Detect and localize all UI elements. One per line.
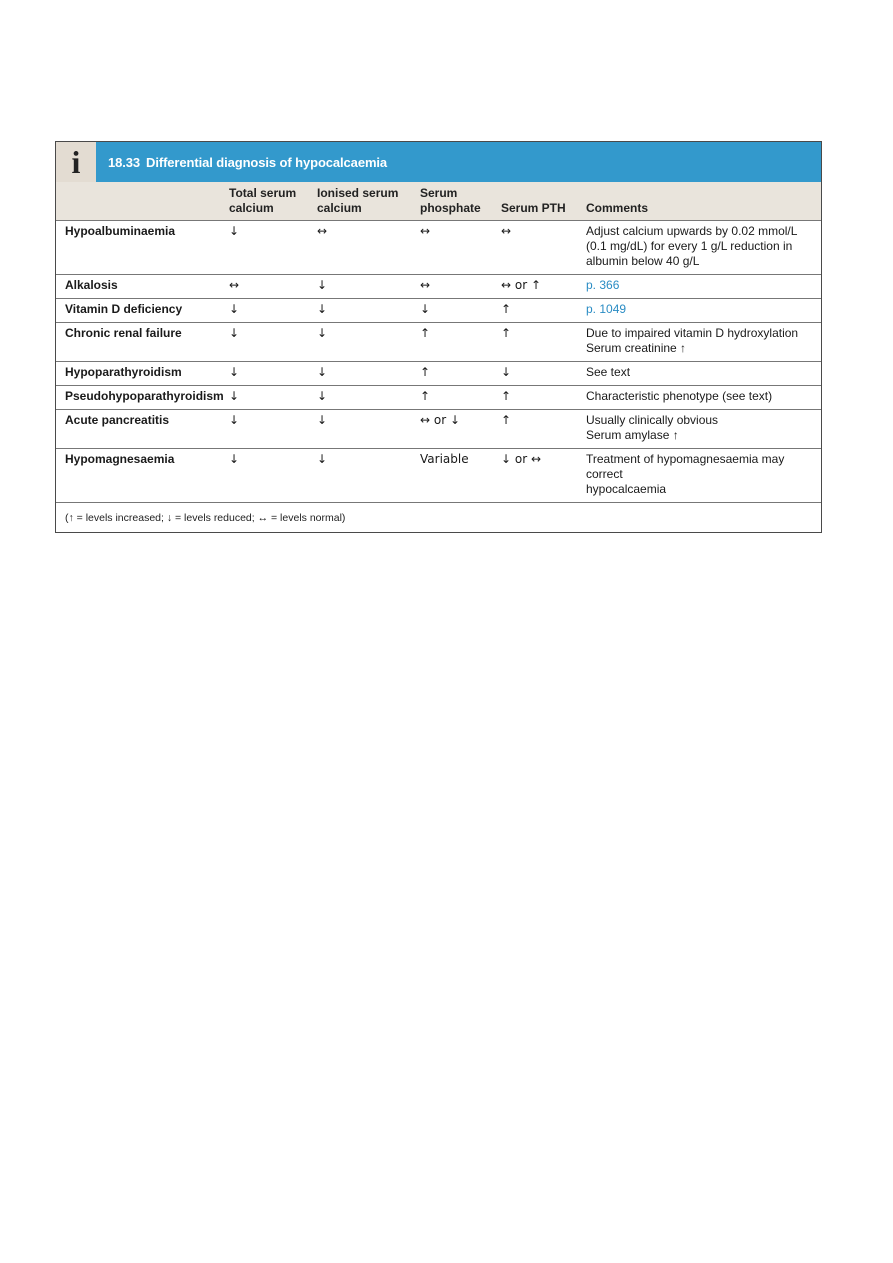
comment-line: (0.1 mg/dL) for every 1 g/L reduction in: [586, 239, 793, 253]
table-row: [56, 449, 821, 503]
phosphate-cell: ↑: [420, 389, 431, 403]
phosphate-cell: ↑: [420, 365, 431, 379]
ionised-calcium-cell: ↓: [317, 302, 328, 316]
total-calcium-cell: ↓: [229, 365, 240, 379]
phosphate-cell: ↔: [420, 224, 431, 238]
total-calcium-cell: ↓: [229, 224, 240, 238]
comment-cell: [580, 410, 821, 449]
table-row: [56, 386, 821, 410]
phosphate-cell: Variable: [420, 452, 469, 466]
header-condition: [56, 182, 223, 221]
header-phosphate: Serum phosphate: [420, 186, 481, 215]
condition-cell: Hypoalbuminaemia: [65, 224, 176, 238]
pth-cell: ↓ or ↔: [501, 452, 542, 466]
condition-cell: Pseudohypoparathyroidism: [65, 389, 224, 403]
total-calcium-cell: ↓: [229, 302, 240, 316]
comment-cell: [580, 386, 821, 410]
comment-cell: [580, 449, 821, 503]
comment-line: albumin below 40 g/L: [586, 254, 700, 268]
phosphate-cell: ↔ or ↓: [420, 413, 461, 427]
total-calcium-cell: ↔: [229, 278, 240, 292]
phosphate-cell: ↓: [420, 302, 431, 316]
total-calcium-cell: ↓: [229, 326, 240, 340]
condition-cell: Chronic renal failure: [65, 326, 182, 340]
condition-cell: Alkalosis: [65, 278, 118, 292]
ionised-calcium-cell: ↓: [317, 326, 328, 340]
header-row: [56, 182, 821, 221]
table-row: [56, 323, 821, 362]
comment-line: hypocalcaemia: [586, 482, 667, 496]
comment-cell: [580, 323, 821, 362]
ionised-calcium-cell: ↓: [317, 365, 328, 379]
table-body: [56, 221, 821, 503]
comment-line: Due to impaired vitamin D hydroxylation: [586, 326, 799, 340]
pth-cell: ↓: [501, 365, 512, 379]
total-calcium-cell: ↓: [229, 389, 240, 403]
pth-cell: ↑: [501, 413, 512, 427]
table-number: 18.33: [108, 154, 141, 170]
comment-line: Characteristic phenotype (see text): [586, 389, 773, 403]
comment-line: Serum creatinine ↑: [586, 341, 687, 355]
page-reference-link[interactable]: p. 366: [586, 278, 620, 292]
pth-cell: ↔: [501, 224, 512, 238]
pth-cell: ↔ or ↑: [501, 278, 542, 292]
page-reference-link[interactable]: p. 1049: [586, 302, 627, 316]
ionised-calcium-cell: ↓: [317, 389, 328, 403]
phosphate-cell: ↔: [420, 278, 431, 292]
comment-line: Adjust calcium upwards by 0.02 mmol/L: [586, 224, 798, 238]
ionised-calcium-cell: ↔: [317, 224, 328, 238]
table-title-text: Differential diagnosis of hypocalcaemia: [146, 154, 388, 170]
table-title-bar: [56, 142, 821, 182]
table-row: [56, 299, 821, 323]
header-ionised-calcium: Ionised serum calcium: [317, 186, 399, 215]
pth-cell: ↑: [501, 326, 512, 340]
pth-cell: ↑: [501, 389, 512, 403]
total-calcium-cell: ↓: [229, 452, 240, 466]
comment-cell: [580, 299, 821, 323]
info-icon: i: [56, 142, 96, 182]
comment-line: Usually clinically obvious: [586, 413, 719, 427]
header-comments: Comments: [586, 201, 649, 215]
table-row: [56, 275, 821, 299]
table-row: [56, 410, 821, 449]
comment-cell: [580, 221, 821, 275]
header-total-calcium: Total serum calcium: [229, 186, 297, 215]
table-title: [96, 142, 387, 182]
table-row: [56, 221, 821, 275]
comment-line: Treatment of hypomagnesaemia may correct: [586, 452, 785, 481]
total-calcium-cell: ↓: [229, 413, 240, 427]
comment-cell: [580, 362, 821, 386]
comment-cell: [580, 275, 821, 299]
ionised-calcium-cell: ↓: [317, 413, 328, 427]
condition-cell: Hypoparathyroidism: [65, 365, 182, 379]
comment-line: Serum amylase ↑: [586, 428, 679, 442]
footnote: (↑ = levels increased; ↓ = levels reduced; ↔ = levels normal): [65, 512, 346, 524]
ionised-calcium-cell: ↓: [317, 452, 328, 466]
table-row: [56, 362, 821, 386]
footnote-row: [56, 503, 821, 533]
header-pth: Serum PTH: [501, 201, 566, 215]
condition-cell: Vitamin D deficiency: [65, 302, 183, 316]
condition-cell: Acute pancreatitis: [65, 413, 170, 427]
ionised-calcium-cell: ↓: [317, 278, 328, 292]
hypocalcaemia-table-box: [55, 141, 822, 533]
pth-cell: ↑: [501, 302, 512, 316]
condition-cell: Hypomagnesaemia: [65, 452, 175, 466]
comment-line: See text: [586, 365, 631, 379]
diagnosis-table: [56, 182, 821, 532]
phosphate-cell: ↑: [420, 326, 431, 340]
